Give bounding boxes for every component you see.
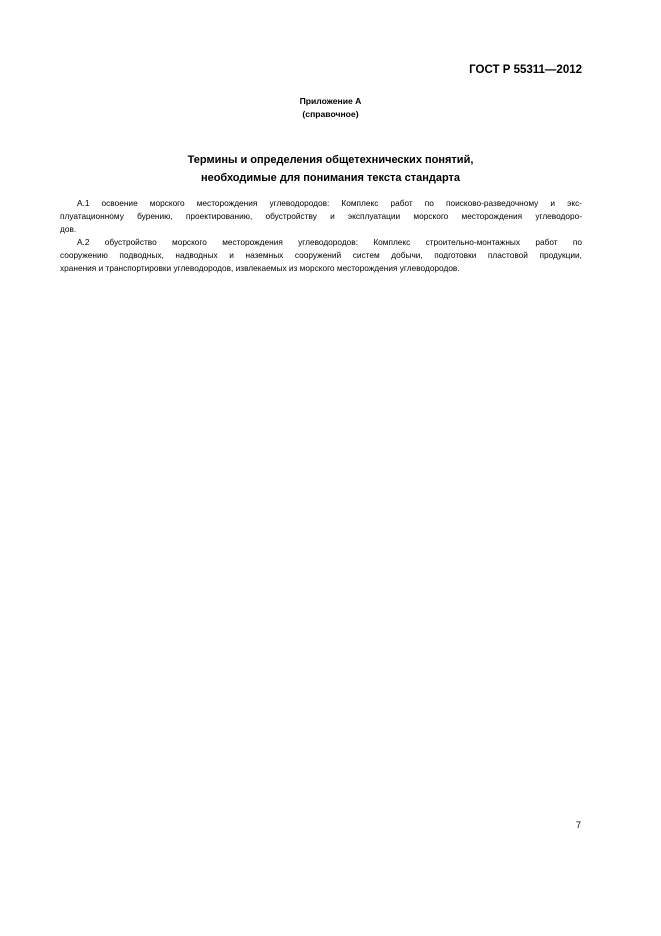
text-line: дов.: [60, 224, 77, 234]
definitions-body: [60, 197, 582, 275]
standard-id-header: ГОСТ Р 55311—2012: [469, 64, 582, 76]
text-line: хранения и транспортировки углеводородов, извлекаемых из морского месторождения углеводородов.: [60, 263, 460, 273]
appendix-title: Приложение А: [299, 96, 362, 106]
page-number: 7: [576, 820, 582, 830]
text-line: А.2 обустройство морского месторождения углеводородов: Комплекс строительно-монтажных работ по: [77, 237, 582, 247]
definition-paragraph: [60, 197, 582, 236]
definition-paragraph: [60, 236, 582, 275]
section-heading-line-1: Термины и определения общетехнических понятий,: [187, 154, 474, 166]
text-line: А.1 освоение морского месторождения углеводородов: Комплекс работ по поисково-разведочному и экс-: [77, 198, 582, 208]
text-line: плуатационному бурению, проектированию, обустройству и эксплуатации морского месторождения углеводоро-: [60, 211, 582, 221]
section-heading-line-2: необходимые для понимания текста стандарта: [200, 172, 461, 184]
appendix-subtitle: (справочное): [302, 109, 359, 119]
text-line: сооружению подводных, надводных и наземных сооружений систем добычи, подготовки пластовой продукции,: [60, 250, 582, 260]
